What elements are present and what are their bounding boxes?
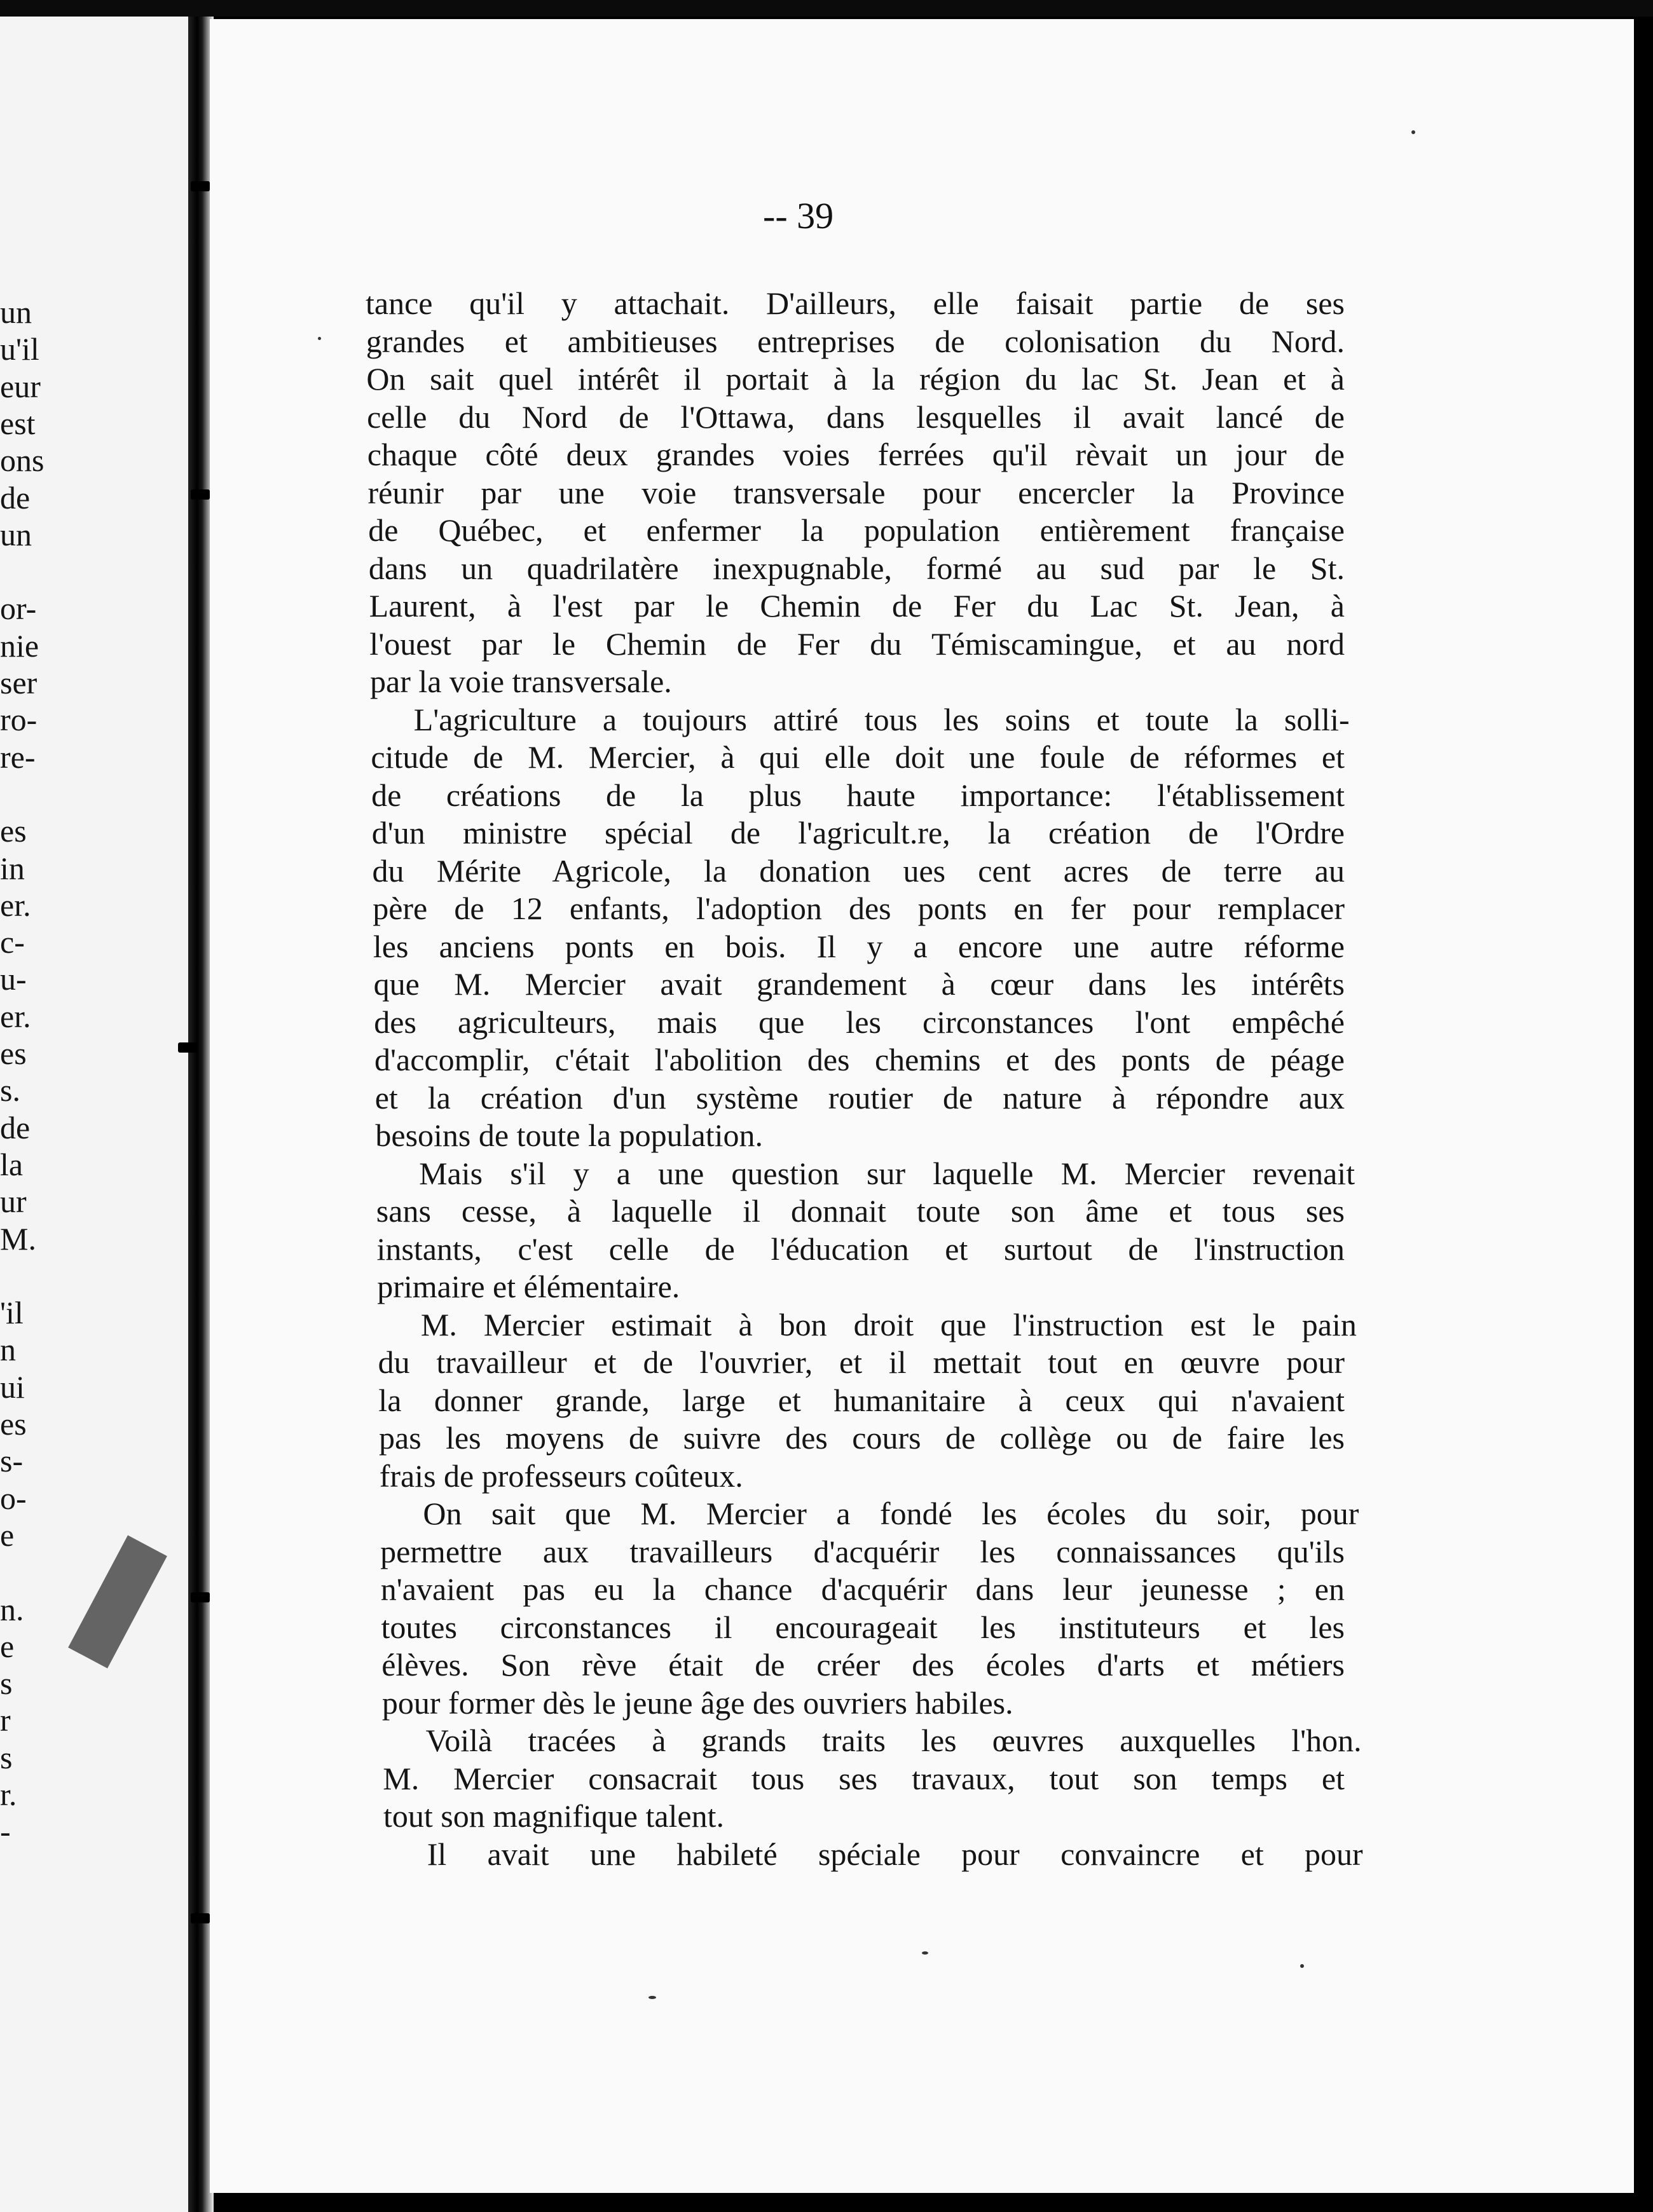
text-line: que M. Mercier avait grandement à cœur dans les intérêts [373,966,1345,1002]
left-page-fragment: n [0,1332,16,1368]
binding-stitch [191,1913,210,1923]
text-line: L'agriculture a toujours attiré tous les soins et toute la solli- [413,701,1350,737]
text-line: dans un quadrilatère inexpugnable, formé au sud par le St. [368,550,1345,586]
left-page-fragment: e [0,1517,15,1553]
text-line: des agriculteurs, mais que les circonstances l'ont empêché [374,1004,1345,1040]
paper-speck [1300,1964,1304,1968]
text-line: d'un ministre spécial de l'agricult.re, la création de l'Ordre [371,815,1345,850]
text-line: pour former dès le jeune âge des ouvriers habiles. [381,1684,1013,1721]
text-line: du travailleur et de l'ouvrier, et il mettait tout en œuvre pour [378,1344,1345,1380]
left-page-fragment: u- [0,961,27,997]
left-page-fragment: r [0,1702,11,1738]
paper-speck [318,337,321,340]
left-facing-page [0,17,191,2212]
left-page-fragment: ui [0,1369,25,1405]
left-page-fragment: ro- [0,702,38,738]
left-page-fragment: re- [0,739,36,775]
text-line: d'accomplir, c'était l'abolition des chemins et des ponts de péage [374,1042,1345,1077]
text-line: élèves. Son rève était de créer des écoles d'arts et métiers [381,1647,1345,1683]
left-page-fragment: c- [0,924,25,960]
text-line: Voilà tracées à grands traits les œuvres auxquelles l'hon. [425,1723,1362,1758]
text-line: de Québec, et enfermer la population entièrement française [368,512,1345,548]
left-page-fragment: n. [0,1591,24,1627]
left-page-fragment: ser [0,665,38,700]
left-page-fragment: es [0,1035,27,1071]
left-page-fragment: es [0,1406,27,1442]
left-page-fragment: e [0,1628,15,1664]
left-page-fragment: o- [0,1480,27,1516]
left-page-fragment: er. [0,887,31,923]
paper-speck [648,1996,656,1999]
left-page-fragment: s [0,1739,13,1775]
text-line: frais de professeurs coûteux. [379,1458,743,1494]
text-line: M. Mercier consacrait tous ses travaux, tout son temps et [383,1760,1345,1796]
text-line: besoins de toute la population. [375,1117,764,1153]
left-page-fragment: r. [0,1777,17,1812]
page-number: -- 39 [763,195,834,236]
text-line: et la création d'un système routier de nature à répondre aux [374,1079,1345,1116]
left-page-fragment: un [0,516,32,552]
text-line: On sait quel intérêt il portait à la région du lac St. Jean et à [366,361,1345,397]
text-line: père de 12 enfants, l'adoption des ponts en fer pour remplacer [373,891,1345,926]
left-page-fragment: - [0,1813,11,1850]
left-page-fragment: s- [0,1443,24,1479]
text-line: l'ouest par le Chemin de Fer du Témiscamingue, et au nord [369,625,1345,662]
text-line: citude de M. Mercier, à qui elle doit une foule de réformes et [371,739,1345,775]
left-page-fragment: eur [0,368,41,404]
left-page-fragment: de [0,1109,31,1145]
paper-speck [1411,130,1415,134]
text-line: réunir par une voie transversale pour encercler la Province [367,474,1345,510]
text-line: n'avaient pas eu la chance d'acquérir dans leur jeunesse ; en [380,1571,1345,1607]
binding-stitch [191,489,210,500]
text-line: la donner grande, large et humanitaire à ceux qui n'avaient [378,1382,1345,1418]
text-line: tout son magnifique talent. [383,1798,725,1834]
binding-stitch [178,1042,197,1053]
binding-stitch [191,181,210,191]
left-page-fragment: est [0,405,36,441]
left-page-fragment: nie [0,627,39,664]
left-page-fragment: la [0,1146,24,1182]
text-line: de créations de la plus haute importance: l'établissement [371,777,1345,813]
left-page-fragment: de [0,479,31,515]
text-line: instants, c'est celle de l'éducation et surtout de l'instruction [376,1231,1345,1267]
text-line: grandes et ambitieuses entreprises de colonisation du Nord. [366,323,1345,359]
left-page-fragment: u'il [0,331,39,367]
text-line: On sait que M. Mercier a fondé les écoles du soir, pour [423,1496,1359,1531]
text-line: chaque côté deux grandes voies ferrées qu'il rèvait un jour de [367,437,1345,472]
left-page-fragment: es [0,813,27,849]
scan-top-border [0,0,1653,17]
left-page-fragment: or- [0,591,37,627]
left-page-fragment: er. [0,998,31,1034]
text-line: sans cesse, à laquelle il donnait toute son âme et tous ses [376,1193,1345,1229]
text-line: du Mérite Agricole, la donation ues cent acres de terre au [372,852,1345,889]
left-page-fragment: s [0,1665,13,1702]
body-text [366,285,1363,1873]
text-line: Il avait une habileté spéciale pour convaincre et pour [427,1836,1363,1872]
text-line: permettre aux travailleurs d'acquérir les connaissances qu'ils [380,1533,1345,1569]
text-line: primaire et élémentaire. [377,1269,680,1304]
binding-stitch [191,1592,210,1602]
left-page-fragment: 'il [0,1295,24,1331]
left-page-fragment: M. [0,1220,36,1257]
left-page-fragment: in [0,850,25,886]
text-line: celle du Nord de l'Ottawa, dans lesquelles il avait lancé de [367,399,1345,435]
left-page-fragment: ur [0,1184,27,1220]
text-line: pas les moyens de suivre des cours de collège ou de faire les [379,1420,1345,1456]
text-line: par la voie transversale. [370,664,672,699]
left-page-fragment: ons [0,442,45,479]
text-line: tance qu'il y attachait. D'ailleurs, elle faisait partie de ses [366,285,1345,321]
left-page-fragment: s. [0,1072,20,1109]
text-line: les anciens ponts en bois. Il y a encore une autre réforme [373,928,1345,964]
text-line: Mais s'il y a une question sur laquelle M. Mercier revenait [419,1155,1355,1191]
text-line: toutes circonstances il encourageait les instituteurs et les [381,1609,1345,1645]
text-line: M. Mercier estimait à bon droit que l'instruction est le pain [420,1306,1357,1342]
left-page-fragment: un [0,294,32,330]
paper-speck [922,1951,928,1955]
text-line: Laurent, à l'est par le Chemin de Fer du Lac St. Jean, à [369,588,1345,624]
